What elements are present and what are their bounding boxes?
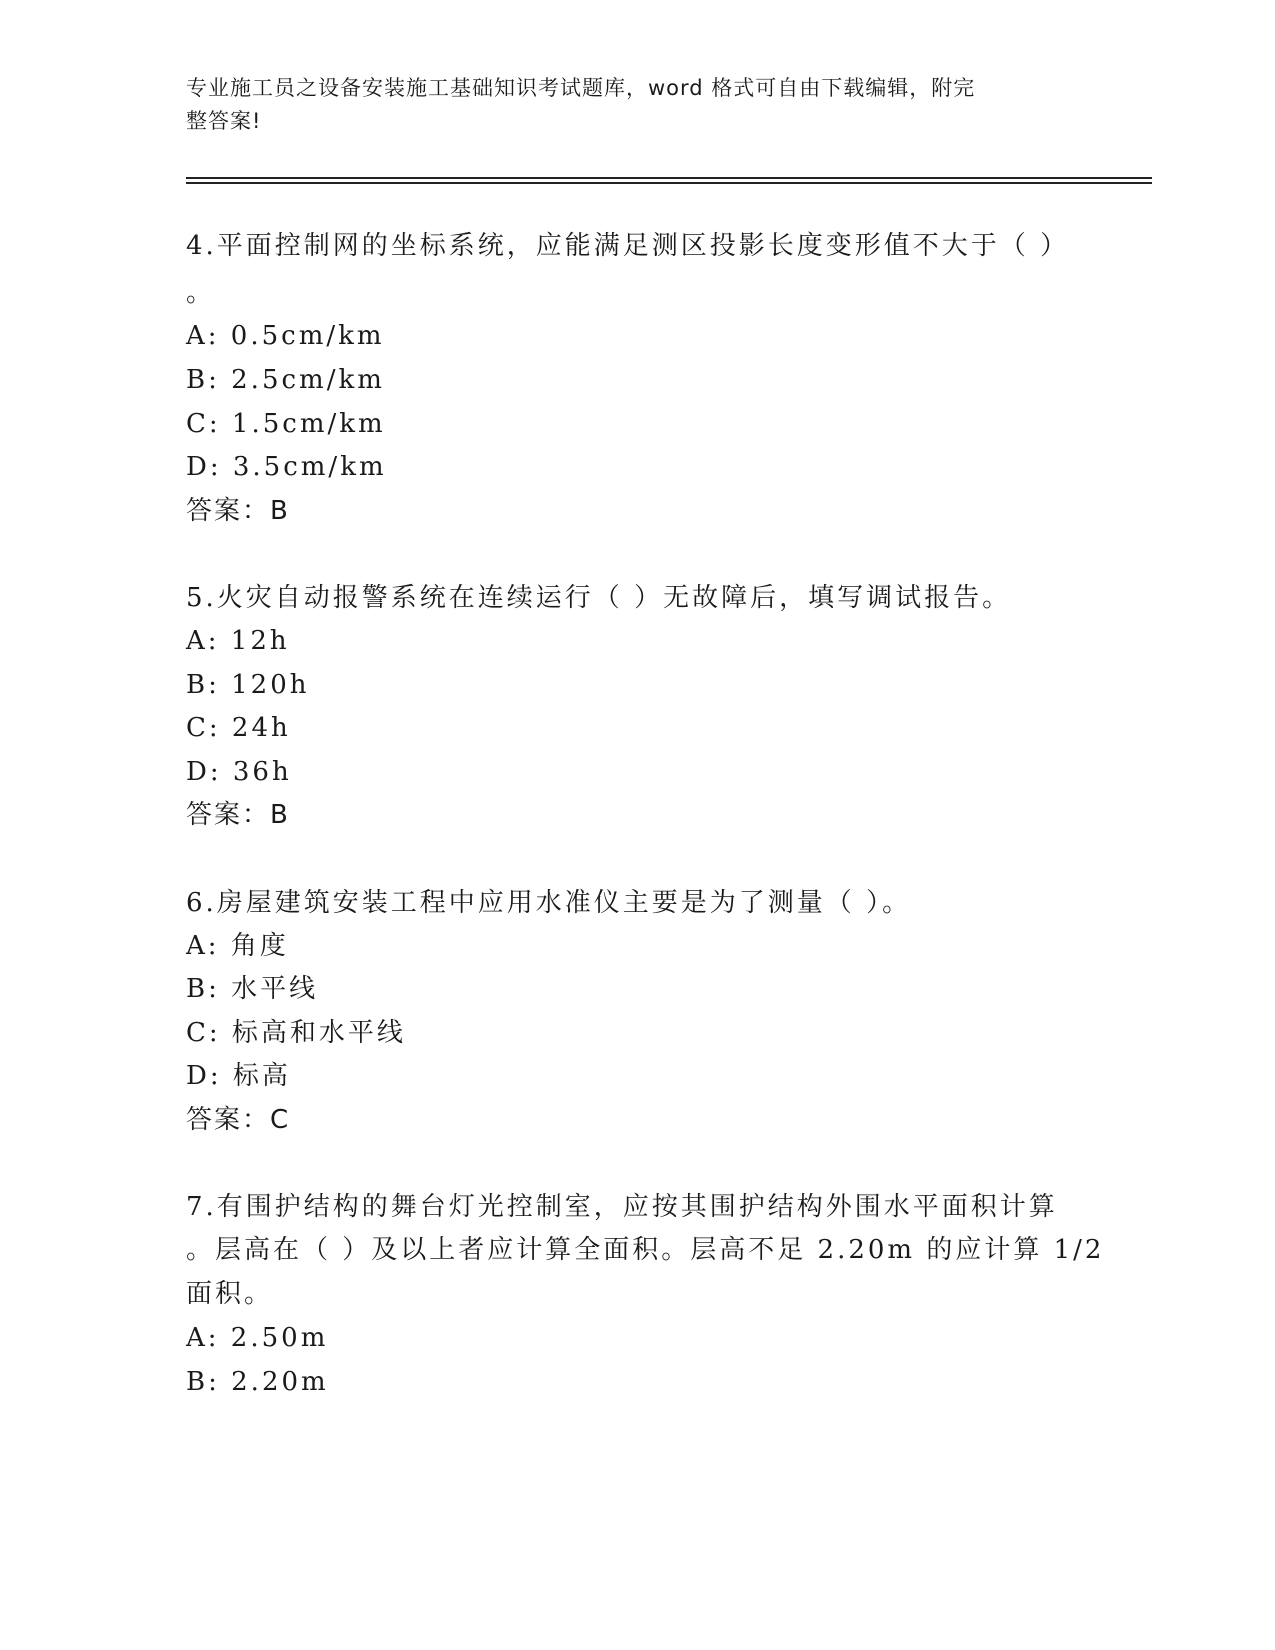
- question-stem: 6.房屋建筑安装工程中应用水准仪主要是为了测量（ ）。: [186, 888, 912, 918]
- option-c: C: 1.5cm/km: [186, 409, 386, 439]
- option-a: A: 角度: [186, 931, 289, 961]
- question-stem: 4.平面控制网的坐标系统，应能满足测区投影长度变形值不大于（ ）: [186, 231, 1070, 261]
- header-divider-bottom: [186, 182, 1152, 184]
- option-a: A: 2.50m: [186, 1323, 329, 1353]
- document-header: [186, 72, 1066, 138]
- answer: 答案：B: [186, 496, 290, 526]
- option-b: B: 2.20m: [186, 1367, 329, 1397]
- question-stem: 5.火灾自动报警系统在连续运行（ ）无故障后，填写调试报告。: [186, 583, 1012, 613]
- question-stem: 。: [186, 278, 216, 308]
- option-d: D: 标高: [186, 1061, 291, 1091]
- answer: 答案：C: [186, 1105, 291, 1135]
- question-stem: 面积。: [186, 1279, 274, 1309]
- question-stem: 。层高在（ ）及以上者应计算全面积。层高不足 2.20m 的应计算 1/2: [186, 1235, 1105, 1265]
- option-d: D: 36h: [186, 757, 292, 787]
- header-line-1: 专业施工员之设备安装施工基础知识考试题库，word 格式可自由下载编辑，附完: [186, 76, 976, 100]
- option-a: A: 12h: [186, 626, 290, 656]
- option-b: B: 120h: [186, 670, 310, 700]
- answer: 答案：B: [186, 800, 290, 830]
- option-b: B: 2.5cm/km: [186, 365, 385, 395]
- header-divider-top: [186, 177, 1152, 179]
- option-a: A: 0.5cm/km: [186, 321, 385, 351]
- question-stem: 7.有围护结构的舞台灯光控制室，应按其围护结构外围水平面积计算: [186, 1192, 1058, 1222]
- option-b: B: 水平线: [186, 974, 319, 1004]
- option-d: D: 3.5cm/km: [186, 452, 387, 482]
- option-c: C: 标高和水平线: [186, 1018, 406, 1048]
- header-line-2: 整答案!: [186, 109, 262, 133]
- option-c: C: 24h: [186, 713, 291, 743]
